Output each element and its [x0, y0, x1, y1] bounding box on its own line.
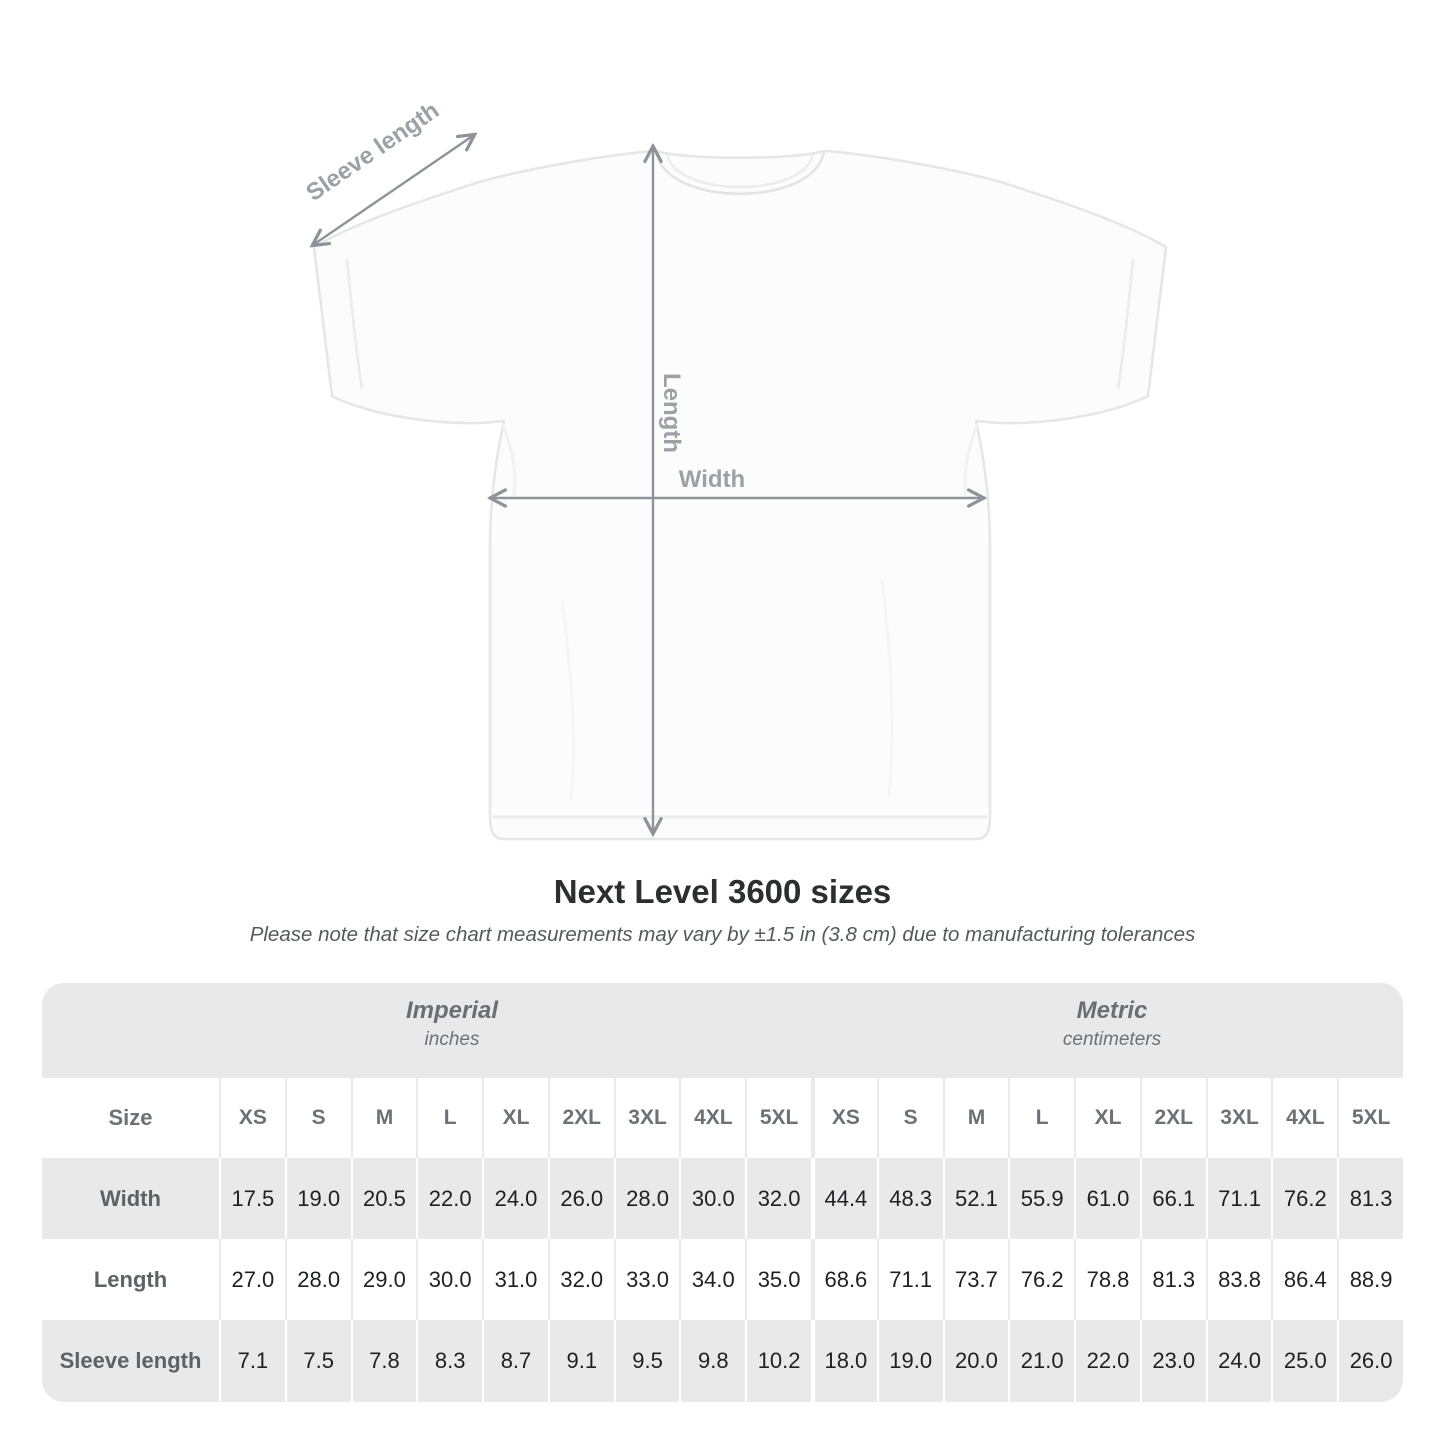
- table-row-length: [42, 1239, 1403, 1320]
- value-cell: 21.0: [1008, 1320, 1074, 1402]
- row-label: Sleeve length: [59, 1348, 202, 1373]
- size-header-metric-5xl: 5XL: [1337, 1078, 1403, 1158]
- value-cell: 83.8: [1206, 1239, 1272, 1320]
- value-cell: 52.1: [943, 1158, 1009, 1239]
- value-cell: 28.0: [285, 1239, 351, 1320]
- value-cell: 26.0: [1337, 1320, 1403, 1402]
- size-header-imperial-xl: XL: [482, 1078, 548, 1158]
- value-cell: 76.2: [1008, 1239, 1074, 1320]
- size-header-imperial-m: M: [351, 1078, 417, 1158]
- imperial-section-header: [406, 996, 498, 1054]
- value-cell: 66.1: [1140, 1158, 1206, 1239]
- sleeve-length-label: Sleeve length: [301, 96, 445, 207]
- size-header-metric-xl: XL: [1074, 1078, 1140, 1158]
- page-title: Next Level 3600 sizes: [553, 873, 892, 910]
- value-cell: 32.0: [745, 1158, 811, 1239]
- value-cell: 27.0: [219, 1239, 285, 1320]
- value-cell: 71.1: [1206, 1158, 1272, 1239]
- size-header-imperial-2xl: 2XL: [548, 1078, 614, 1158]
- value-cell: 19.0: [877, 1320, 943, 1402]
- size-header-metric-3xl: 3XL: [1206, 1078, 1272, 1158]
- value-cell: 26.0: [548, 1158, 614, 1239]
- size-header-metric-xs: XS: [811, 1078, 877, 1158]
- value-cell: 22.0: [416, 1158, 482, 1239]
- value-cell: 61.0: [1074, 1158, 1140, 1239]
- size-header-metric-m: M: [943, 1078, 1009, 1158]
- metric-section-header: [1063, 996, 1161, 1054]
- metric-unit-label: centimeters: [1062, 1029, 1162, 1050]
- value-cell: 8.3: [416, 1320, 482, 1402]
- size-header-imperial-s: S: [285, 1078, 351, 1158]
- size-table: [42, 983, 1403, 1402]
- size-header-metric-s: S: [877, 1078, 943, 1158]
- value-cell: 24.0: [1206, 1320, 1272, 1402]
- row-label: Width: [100, 1185, 161, 1211]
- size-header-imperial-5xl: 5XL: [745, 1078, 811, 1158]
- value-cell: 18.0: [811, 1320, 877, 1402]
- imperial-label: Imperial: [405, 997, 499, 1024]
- units-band: [42, 983, 1403, 1078]
- value-cell: 19.0: [285, 1158, 351, 1239]
- size-header-metric-l: L: [1008, 1078, 1074, 1158]
- value-cell: 68.6: [811, 1239, 877, 1320]
- value-cell: 88.9: [1337, 1239, 1403, 1320]
- tolerance-note: Please note that size chart measurements may vary by ±1.5 in (3.8 cm) due to manufacturing tolerances: [249, 923, 1196, 946]
- value-cell: 30.0: [679, 1158, 745, 1239]
- value-cell: 48.3: [877, 1158, 943, 1239]
- size-column-header: Size: [108, 1105, 153, 1130]
- length-label: Length: [658, 373, 685, 453]
- value-cell: 44.4: [811, 1158, 877, 1239]
- table-row-width: [42, 1158, 1403, 1239]
- value-cell: 28.0: [614, 1158, 680, 1239]
- size-header-imperial-xs: XS: [219, 1078, 285, 1158]
- value-cell: 81.3: [1140, 1239, 1206, 1320]
- value-cell: 31.0: [482, 1239, 548, 1320]
- row-label: Length: [93, 1266, 168, 1292]
- imperial-unit-label: inches: [424, 1029, 480, 1050]
- value-cell: 55.9: [1008, 1158, 1074, 1239]
- metric-label: Metric: [1076, 997, 1148, 1024]
- value-cell: 23.0: [1140, 1320, 1206, 1402]
- table-header-row: [42, 1078, 1403, 1158]
- value-cell: 9.8: [679, 1320, 745, 1402]
- value-cell: 10.2: [745, 1320, 811, 1402]
- value-cell: 17.5: [219, 1158, 285, 1239]
- width-label: Width: [678, 466, 746, 493]
- tshirt-graphic: [314, 151, 1166, 839]
- value-cell: 7.1: [219, 1320, 285, 1402]
- size-header-imperial-l: L: [416, 1078, 482, 1158]
- size-header-metric-4xl: 4XL: [1271, 1078, 1337, 1158]
- value-cell: 78.8: [1074, 1239, 1140, 1320]
- value-cell: 29.0: [351, 1239, 417, 1320]
- size-header-metric-2xl: 2XL: [1140, 1078, 1206, 1158]
- value-cell: 32.0: [548, 1239, 614, 1320]
- value-cell: 9.1: [548, 1320, 614, 1402]
- size-header-imperial-3xl: 3XL: [614, 1078, 680, 1158]
- value-cell: 22.0: [1074, 1320, 1140, 1402]
- value-cell: 71.1: [877, 1239, 943, 1320]
- size-header-imperial-4xl: 4XL: [679, 1078, 745, 1158]
- value-cell: 33.0: [614, 1239, 680, 1320]
- value-cell: 35.0: [745, 1239, 811, 1320]
- value-cell: 8.7: [482, 1320, 548, 1402]
- value-cell: 24.0: [482, 1158, 548, 1239]
- table-row-sleeve-length: [42, 1320, 1403, 1402]
- table-body: [42, 1158, 1403, 1402]
- value-cell: 81.3: [1337, 1158, 1403, 1239]
- value-cell: 25.0: [1271, 1320, 1337, 1402]
- value-cell: 20.5: [351, 1158, 417, 1239]
- value-cell: 9.5: [614, 1320, 680, 1402]
- value-cell: 34.0: [679, 1239, 745, 1320]
- value-cell: 30.0: [416, 1239, 482, 1320]
- value-cell: 7.8: [351, 1320, 417, 1402]
- value-cell: 86.4: [1271, 1239, 1337, 1320]
- value-cell: 76.2: [1271, 1158, 1337, 1239]
- value-cell: 7.5: [285, 1320, 351, 1402]
- value-cell: 73.7: [943, 1239, 1009, 1320]
- value-cell: 20.0: [943, 1320, 1009, 1402]
